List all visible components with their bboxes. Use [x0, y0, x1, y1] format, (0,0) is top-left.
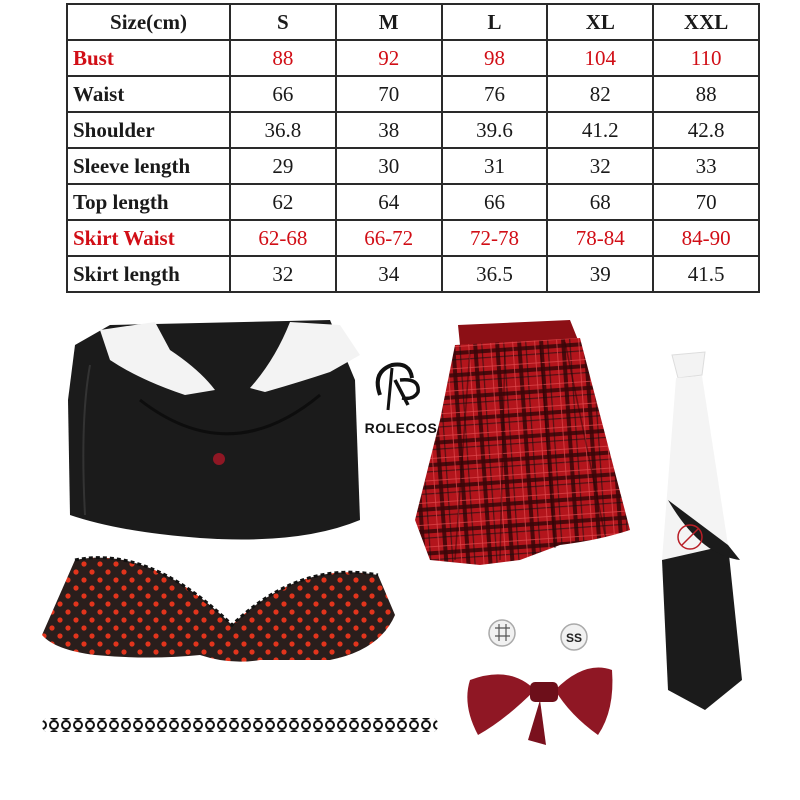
- size-cell: 84-90: [653, 220, 759, 256]
- size-cell: 34: [336, 256, 442, 292]
- product-photo: [0, 300, 800, 800]
- size-cell: 41.2: [547, 112, 653, 148]
- size-cell: 39.6: [442, 112, 548, 148]
- size-cell: 31: [442, 148, 548, 184]
- size-cell: 36.5: [442, 256, 548, 292]
- size-cell: 72-78: [442, 220, 548, 256]
- plaid-skirt: [415, 320, 630, 565]
- row-label: Skirt length: [67, 256, 230, 292]
- size-cell: 68: [547, 184, 653, 220]
- size-cell: 36.8: [230, 112, 336, 148]
- header-cell: L: [442, 4, 548, 40]
- size-row-sleeve-length: [67, 148, 759, 184]
- size-cell: 104: [547, 40, 653, 76]
- size-cell: 32: [230, 256, 336, 292]
- size-chart-table: [66, 3, 760, 293]
- rolecos-logo: [378, 365, 418, 410]
- row-label: Top length: [67, 184, 230, 220]
- size-cell: 88: [230, 40, 336, 76]
- size-row-shoulder: [67, 112, 759, 148]
- button-icon: [213, 453, 225, 465]
- size-chart-header-row: [67, 4, 759, 40]
- red-bow-tie: [467, 668, 612, 746]
- size-row-skirt-length: [67, 256, 759, 292]
- size-row-top-length: [67, 184, 759, 220]
- header-cell: Size(cm): [67, 4, 230, 40]
- size-row-bust: [67, 40, 759, 76]
- polka-dot-bra: [42, 558, 395, 662]
- size-cell: 70: [336, 76, 442, 112]
- size-cell: 41.5: [653, 256, 759, 292]
- size-cell: 64: [336, 184, 442, 220]
- size-cell: 62: [230, 184, 336, 220]
- row-label: Bust: [67, 40, 230, 76]
- size-cell: 70: [653, 184, 759, 220]
- row-label: Shoulder: [67, 112, 230, 148]
- row-label: Sleeve length: [67, 148, 230, 184]
- size-cell: 42.8: [653, 112, 759, 148]
- size-cell: 76: [442, 76, 548, 112]
- header-cell: XXL: [653, 4, 759, 40]
- size-cell: 29: [230, 148, 336, 184]
- black-top: [68, 320, 360, 540]
- size-cell: 66: [230, 76, 336, 112]
- size-cell: 38: [336, 112, 442, 148]
- svg-text:SS: SS: [565, 631, 583, 645]
- brand-logo-text: ROLECOS: [364, 420, 438, 436]
- size-cell: 110: [653, 40, 759, 76]
- size-cell: 39: [547, 256, 653, 292]
- size-cell: 78-84: [547, 220, 653, 256]
- lace-choker: [42, 718, 438, 732]
- row-label: Skirt Waist: [67, 220, 230, 256]
- header-cell: XL: [547, 4, 653, 40]
- badge-pins: [489, 620, 587, 650]
- size-cell: 88: [653, 76, 759, 112]
- necktie: [662, 352, 742, 710]
- size-cell: 32: [547, 148, 653, 184]
- size-cell: 82: [547, 76, 653, 112]
- header-cell: M: [336, 4, 442, 40]
- size-row-skirt-waist: [67, 220, 759, 256]
- size-cell: 92: [336, 40, 442, 76]
- row-label: Waist: [67, 76, 230, 112]
- size-cell: 62-68: [230, 220, 336, 256]
- size-cell: 98: [442, 40, 548, 76]
- size-cell: 66: [442, 184, 548, 220]
- size-row-waist: [67, 76, 759, 112]
- size-cell: 33: [653, 148, 759, 184]
- header-cell: S: [230, 4, 336, 40]
- size-cell: 66-72: [336, 220, 442, 256]
- size-cell: 30: [336, 148, 442, 184]
